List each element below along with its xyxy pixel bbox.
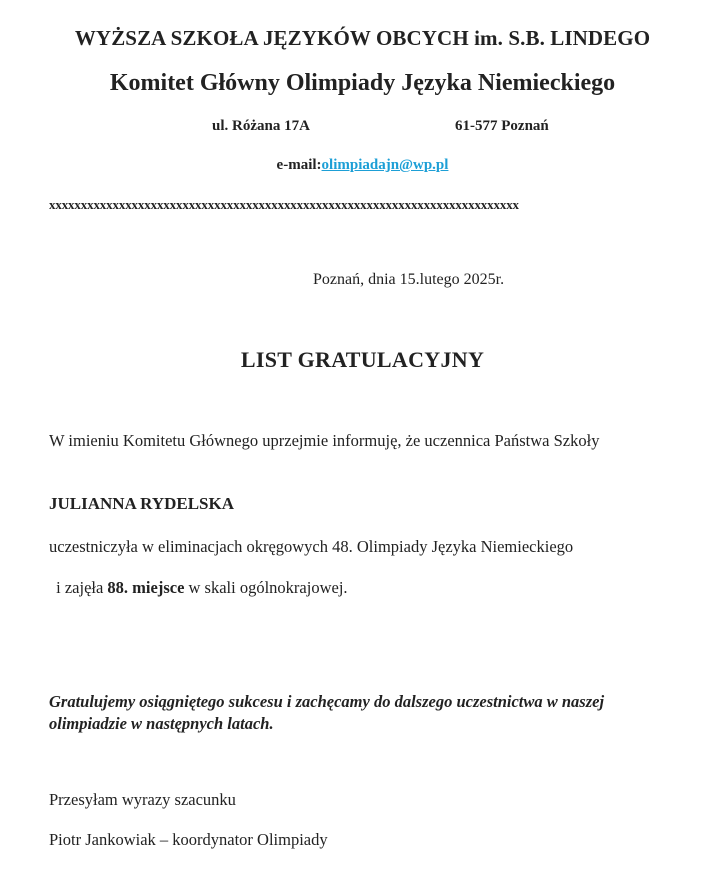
address-street: ul. Różana 17A bbox=[212, 118, 310, 134]
placement-prefix: i zajęła bbox=[52, 578, 108, 597]
address-city: 61-577 Poznań bbox=[455, 118, 549, 134]
student-name: JULIANNA RYDELSKA bbox=[49, 494, 235, 513]
placement-suffix: w skali ogólnokrajowej. bbox=[184, 578, 348, 597]
congratulations-paragraph: Gratulujemy osiągniętego sukcesu i zachęcamy do dalszego uczestnictwa w naszej olimpiadzie w następnych latach. bbox=[49, 692, 605, 733]
email-label: e-mail: bbox=[276, 157, 322, 173]
placement-text bbox=[52, 578, 348, 598]
email-line bbox=[0, 157, 725, 174]
committee-name: Komitet Główny Olimpiady Języka Niemieckiego bbox=[109, 70, 616, 96]
signature-line: Piotr Jankowiak – koordynator Olimpiady bbox=[49, 830, 328, 849]
placement-rank: 88. miejsce bbox=[107, 578, 185, 597]
school-name: WYŻSZA SZKOŁA JĘZYKÓW OBCYCH im. S.B. LINDEGO bbox=[74, 26, 651, 50]
participation-text: uczestniczyła w eliminacjach okręgowych 48. Olimpiady Języka Niemieckiego bbox=[49, 537, 574, 556]
date-line: Poznań, dnia 15.lutego 2025r. bbox=[313, 271, 505, 288]
letter-title: LIST GRATULACYJNY bbox=[240, 347, 485, 372]
regards-line: Przesyłam wyrazy szacunku bbox=[49, 790, 236, 809]
email-link[interactable]: olimpiadajn@wp.pl bbox=[321, 157, 449, 173]
intro-paragraph: W imieniu Komitetu Głównego uprzejmie informuję, że uczennica Państwa Szkoły bbox=[49, 431, 600, 450]
separator-line: xxxxxxxxxxxxxxxxxxxxxxxxxxxxxxxxxxxxxxxxxxxxxxxxxxxxxxxxxxxxxxxxxxxxxxxxxx bbox=[49, 197, 519, 212]
